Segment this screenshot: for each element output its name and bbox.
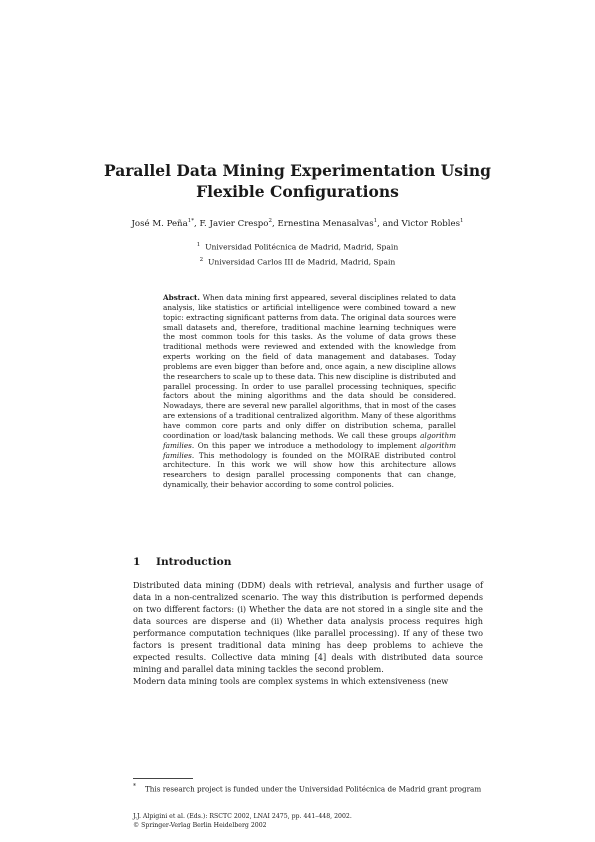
section-heading: [133, 556, 231, 568]
footnote-text: This research project is funded under the Universidad Politécnica de Madrid grant program: [145, 784, 482, 794]
abstract-text: When data mining first appeared, several disciplines related to data analysis, like statistics or artificial intelligence were combined toward a new topic: extracting significant patterns from data. The original data sources were small datasets and, therefore, traditional machine learning techniques were the most common tools for this tasks. As the volume of data grows these traditional methods were reviewed and extended with the knowledge from experts working on the field of data management and databases. Today problems are even bigger than before and, once again, a new discipline allows the researchers to scale up to these data. This new discipline is distributed and parallel processing. In order to use parallel processing techniques, specific factors about the mining algorithms and the data should be considered. Nowadays, there are several new parallel algorithms, that in most of the cases are extensions of a traditional centralized algorithm. Many of these algorithms have common core parts and only differ on distribution schema, parallel coordination or load/task balancing methods. We call these groups: [163, 293, 456, 440]
abstract: [163, 293, 456, 490]
publication-footer: [133, 813, 352, 830]
paragraph: Modern data mining tools are complex systems in which extensiveness (new: [133, 675, 449, 686]
affiliation-text: Universidad Politécnica de Madrid, Madrid, Spain: [205, 242, 399, 252]
author-list: [40, 218, 555, 229]
footnote-mark: *: [133, 783, 136, 790]
author-name: Victor Robles: [401, 218, 461, 229]
author-separator: ,: [193, 218, 200, 229]
author-mark: 2: [268, 218, 272, 224]
abstract-text: . On this paper we introduce a methodology to implement: [191, 440, 417, 450]
affiliation-mark: 2: [199, 257, 204, 264]
citation-line: J.J. Alpigini et al. (Eds.): RSCTC 2002, LNAI 2475, pp. 441–448, 2002.: [133, 813, 352, 820]
abstract-label: Abstract.: [163, 293, 200, 302]
footnote: [133, 782, 483, 794]
paragraph: Distributed data mining (DDM) deals with retrieval, analysis and further usage of data in a non-centralized scenario. The way this distribution is performed depends on two different factors: (i) Whether the data are not stored in a single site and the data sources are disperse and (ii) Whether data analysis process requires high performance computation techniques (like parallel processing). If any of these two factors is present traditional data mining has deep problems to achieve the expected results. Collective data mining [4] deals with distributed data source mining and parallel data mining tackles the second problem.: [133, 580, 483, 674]
author-name: F. Javier Crespo: [199, 218, 269, 229]
introduction-body: [133, 580, 483, 688]
affiliation-mark: 1: [196, 242, 201, 248]
abstract-text: . This methodology is founded on the MOIRAE distributed control architecture. In this work we will show how this architecture allows researchers to design parallel processing components that can change, dynamically, their behavior according to some control policies.: [163, 450, 456, 490]
affiliation-item: [100, 254, 495, 269]
abstract-emphasis: algorithm families: [163, 430, 456, 450]
affiliation-list: [100, 239, 495, 269]
title-line-1: Parallel Data Mining Experimentation Using: [103, 161, 492, 180]
footnote-rule: [133, 778, 193, 779]
abstract-emphasis: algorithm families: [163, 440, 456, 460]
author-mark: 1: [373, 218, 378, 224]
section-number: 1: [133, 556, 141, 568]
author-name: José M. Peña: [131, 218, 188, 229]
affiliation-item: [100, 239, 495, 254]
author-separator: , and: [377, 218, 402, 229]
author-separator: ,: [271, 218, 278, 229]
paper-title: [60, 160, 535, 202]
copyright-line: © Springer-Verlag Berlin Heidelberg 2002: [133, 821, 267, 829]
author-name: Ernestina Menasalvas: [277, 218, 374, 229]
section-title: Introduction: [156, 556, 232, 568]
title-line-2: Flexible Configurations: [196, 182, 399, 201]
author-mark: 1*: [187, 218, 194, 224]
affiliation-text: Universidad Carlos III de Madrid, Madrid, Spain: [208, 257, 396, 267]
author-mark: 1: [460, 218, 464, 224]
